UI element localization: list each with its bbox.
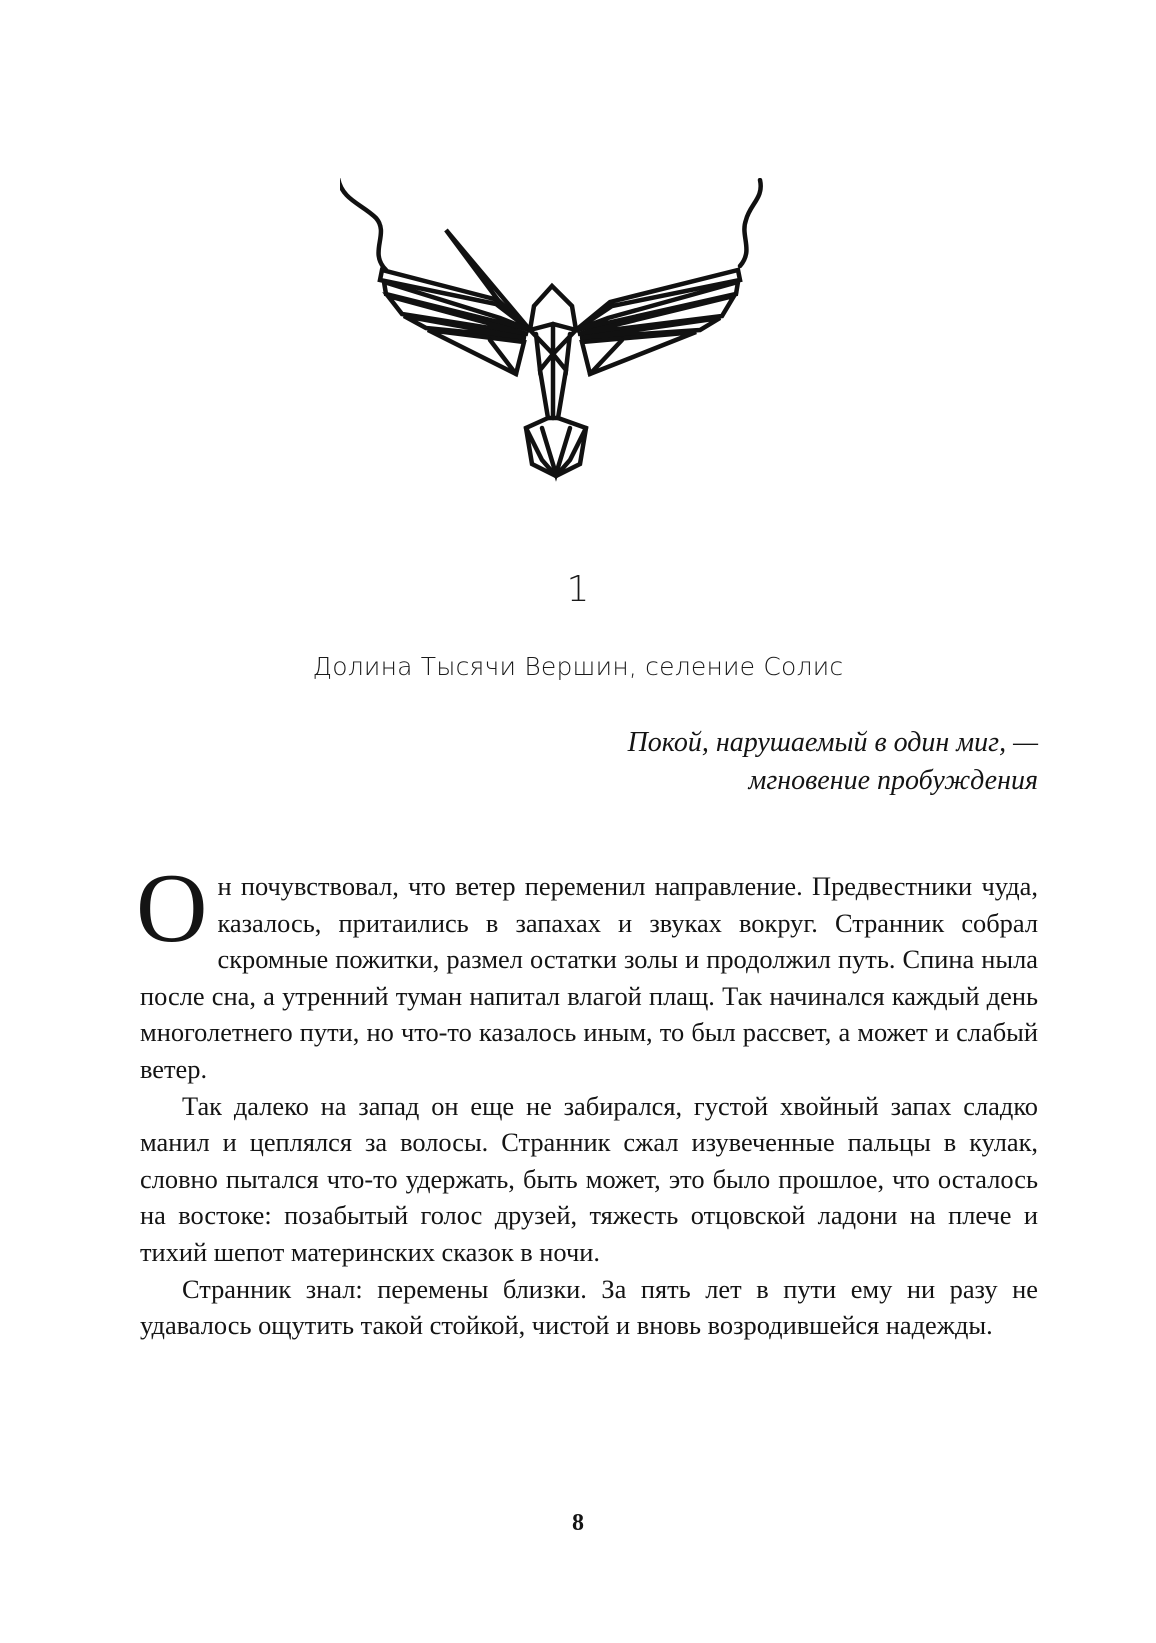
paragraph bbox=[136, 854, 1038, 1088]
paragraph-text: н почувствовал, что ветер переменил направление. Предвестники чуда, казалось, притаились в запахах и звуках вокруг. Странник собрал скромные пожитки, размел остатки золы и продолжил путь. Спина ныла после сна, а утренний туман напитал влагой плащ. Так начинался каждый день многолетнего пути, но что-то казалось иным, то был рассвет, а может и слабый ветер. bbox=[140, 871, 1038, 1084]
drop-cap: О bbox=[136, 854, 208, 963]
epigraph bbox=[338, 724, 1038, 800]
epigraph-line: Покой, нарушаемый в один миг, — bbox=[627, 727, 1038, 758]
chapter-number: 1 bbox=[566, 569, 590, 610]
chapter-title: Долина Тысячи Вершин, селение Солис bbox=[312, 652, 844, 681]
paragraph: Так далеко на запад он еще не забирался, густой хвойный запах сладко манил и цеплялся за волосы. Странник сжал изувеченные пальцы в кулак, словно пытался что-то удержать, быть может, это было прошлое, что осталось на востоке: позабытый голос друзей, тяжесть отцовской ладони на плече и тихий шепот материнских сказок в ночи. bbox=[140, 1090, 1038, 1267]
page-number: 8 bbox=[572, 1510, 584, 1536]
geometric-bird-icon bbox=[340, 178, 800, 508]
paragraph: Странник знал: перемены близки. За пять лет в пути ему ни разу не удавалось ощутить такой стойкой, чистой и вновь возродившейся надежды. bbox=[140, 1273, 1038, 1341]
epigraph-line: мгновение пробуждения bbox=[748, 765, 1038, 796]
chapter-text bbox=[136, 854, 1038, 1344]
